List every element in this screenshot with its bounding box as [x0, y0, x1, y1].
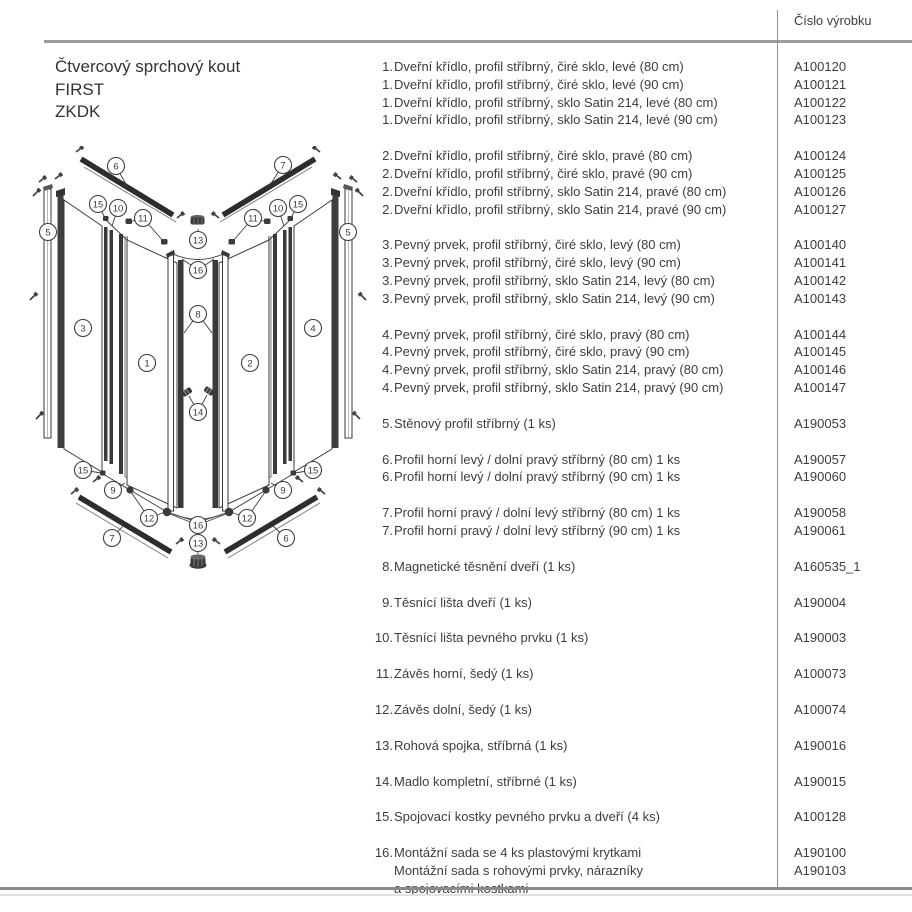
svg-text:7: 7 — [280, 160, 286, 172]
svg-text:5: 5 — [45, 227, 51, 239]
part-number: 16. — [374, 845, 393, 861]
part-number: 3. — [382, 272, 393, 288]
product-code: A100124 — [794, 148, 847, 164]
diagram-callout-15 — [290, 196, 307, 213]
product-code: A160535_1 — [794, 558, 861, 574]
part-description: Závěs dolní, šedý (1 ks) — [394, 701, 532, 717]
diagram-callout-15 — [90, 196, 107, 213]
part-number: 3. — [382, 290, 393, 306]
top-divider — [44, 40, 912, 43]
product-code: A100144 — [794, 326, 847, 342]
diagram-callout-15 — [75, 462, 92, 479]
bottom-divider — [0, 887, 912, 890]
parts-row — [374, 594, 906, 612]
svg-text:15: 15 — [292, 199, 304, 211]
corner-connector-top — [191, 215, 205, 225]
parts-row — [374, 183, 906, 201]
diagram-callout-11 — [245, 210, 262, 227]
parts-group — [374, 451, 906, 487]
product-code: A100146 — [794, 362, 847, 378]
part-number: 15. — [374, 809, 393, 825]
part-number: 11. — [375, 666, 393, 682]
parts-row — [374, 111, 906, 129]
diagram-callout-16 — [190, 517, 207, 534]
parts-group — [374, 236, 906, 307]
part-number: 9. — [382, 594, 393, 610]
parts-group — [374, 504, 906, 540]
part-description: Stěnový profil stříbrný (1 ks) — [394, 415, 556, 431]
part-number: 10. — [374, 630, 393, 646]
product-code: A190061 — [794, 522, 847, 538]
part-number: 7. — [382, 522, 393, 538]
diagram-callout-6 — [108, 158, 125, 175]
product-code: A100125 — [794, 165, 847, 181]
parts-row — [374, 361, 906, 379]
parts-group — [374, 629, 906, 647]
part-number: 2. — [382, 183, 393, 199]
svg-text:9: 9 — [280, 485, 286, 497]
parts-row — [374, 343, 906, 361]
diagram-callout-10 — [110, 200, 127, 217]
product-code: A100147 — [794, 379, 847, 395]
parts-row — [374, 522, 906, 540]
part-number: 4. — [382, 379, 393, 395]
svg-text:5: 5 — [345, 227, 351, 239]
diagram-callout-12 — [141, 510, 158, 527]
part-description: Těsnící lišta pevného prvku (1 ks) — [394, 630, 589, 646]
part-description: Dveřní křídlo, profil stříbrný, sklo Satin 214, levé (80 cm) — [394, 94, 718, 110]
part-description: Profil horní levý / dolní pravý stříbrný (80 cm) 1 ks — [394, 451, 681, 467]
svg-text:16: 16 — [192, 520, 204, 532]
product-code: A100122 — [794, 94, 847, 110]
part-description: Dveřní křídlo, profil stříbrný, čiré sklo, pravé (90 cm) — [394, 165, 693, 181]
part-number: 3. — [382, 237, 393, 253]
part-number: 3. — [382, 255, 393, 271]
svg-text:9: 9 — [110, 485, 116, 497]
part-description: Pevný prvek, profil stříbrný, sklo Satin 214, pravý (90 cm) — [394, 379, 724, 395]
bottom-divider-shadow — [0, 894, 912, 896]
parts-row — [374, 451, 906, 469]
wall-profile-left — [43, 184, 53, 438]
parts-group — [374, 701, 906, 719]
parts-row — [374, 773, 906, 791]
parts-row — [374, 94, 906, 112]
product-code: A190003 — [794, 630, 847, 646]
svg-text:6: 6 — [113, 161, 119, 173]
exploded-diagram — [28, 146, 372, 582]
part-description: Těsnící lišta dveří (1 ks) — [394, 594, 532, 610]
svg-text:14: 14 — [192, 407, 204, 419]
part-description: Závěs horní, šedý (1 ks) — [394, 666, 534, 682]
diagram-callout-9 — [105, 482, 122, 499]
parts-group — [374, 737, 906, 755]
part-number: 1. — [382, 94, 393, 110]
diagram-callout-4 — [305, 320, 322, 337]
product-code: A100140 — [794, 237, 847, 253]
product-number-column-header: Číslo výrobku — [794, 13, 872, 28]
svg-text:11: 11 — [138, 213, 148, 225]
part-description: Montážní sada s rohovými prvky, nárazníky — [394, 862, 644, 878]
part-description: Pevný prvek, profil stříbrný, sklo Satin 214, pravý (80 cm) — [394, 362, 724, 378]
product-code: A100127 — [794, 201, 847, 217]
parts-row — [374, 737, 906, 755]
diagram-callout-5 — [340, 224, 357, 241]
diagram-callout-16 — [190, 262, 207, 279]
svg-text:10: 10 — [112, 203, 124, 215]
product-code: A100120 — [794, 59, 847, 74]
part-number: 1. — [382, 59, 393, 74]
part-number: 1. — [382, 112, 393, 128]
parts-group — [374, 415, 906, 433]
part-description: Madlo kompletní, stříbrné (1 ks) — [394, 773, 577, 789]
diagram-callout-9 — [275, 482, 292, 499]
part-description: Pevný prvek, profil stříbrný, čiré sklo, levý (80 cm) — [394, 237, 681, 253]
product-code: A190057 — [794, 451, 847, 467]
diagram-callout-8 — [190, 306, 207, 323]
svg-text:3: 3 — [80, 323, 86, 335]
product-code: A190103 — [794, 862, 847, 878]
svg-text:13: 13 — [192, 538, 204, 550]
part-description: Pevný prvek, profil stříbrný, sklo Satin 214, levý (80 cm) — [394, 272, 715, 288]
part-description: Profil horní levý / dolní pravý stříbrný (90 cm) 1 ks — [394, 469, 681, 485]
product-code: A100126 — [794, 183, 847, 199]
diagram-callout-6 — [278, 530, 295, 547]
part-number: 2. — [382, 201, 393, 217]
parts-row — [374, 76, 906, 94]
wall-profile-right — [343, 184, 353, 438]
part-description: Magnetické těsnění dveří (1 ks) — [394, 558, 576, 574]
parts-row — [374, 701, 906, 719]
part-description: Rohová spojka, stříbrná (1 ks) — [394, 737, 568, 753]
parts-row — [374, 629, 906, 647]
parts-row — [374, 236, 906, 254]
svg-text:2: 2 — [247, 358, 253, 370]
title-line-model: ZKDK — [55, 102, 101, 121]
svg-text:8: 8 — [195, 309, 201, 321]
part-number: 12. — [374, 701, 393, 717]
part-number: 6. — [382, 469, 393, 485]
parts-row — [374, 504, 906, 522]
part-number: 6. — [382, 451, 393, 467]
part-description: Spojovací kostky pevného prvku a dveří (4 ks) — [394, 809, 660, 825]
part-number: 4. — [382, 344, 393, 360]
part-number: 1. — [382, 76, 393, 92]
part-number: 5. — [382, 415, 393, 431]
part-description: Dveřní křídlo, profil stříbrný, sklo Satin 214, levé (90 cm) — [394, 112, 718, 128]
part-number: 2. — [382, 165, 393, 181]
svg-text:12: 12 — [241, 513, 253, 525]
parts-row — [374, 415, 906, 433]
product-code: A100074 — [794, 701, 847, 717]
product-code: A100121 — [794, 76, 847, 92]
part-description: Dveřní křídlo, profil stříbrný, sklo Satin 214, pravé (80 cm) — [394, 183, 727, 199]
svg-text:1: 1 — [144, 358, 150, 370]
product-code: A100143 — [794, 290, 847, 306]
product-code: A190053 — [794, 415, 847, 431]
svg-text:10: 10 — [272, 203, 284, 215]
part-number: 7. — [382, 505, 393, 521]
parts-row — [374, 165, 906, 183]
product-code: A100145 — [794, 344, 847, 360]
corner-foot-bottom — [190, 554, 207, 568]
product-code: A190060 — [794, 469, 847, 485]
column-divider — [777, 10, 778, 890]
product-code: A100141 — [794, 255, 847, 271]
svg-text:11: 11 — [248, 213, 258, 225]
svg-text:6: 6 — [283, 533, 289, 545]
parts-row — [374, 844, 906, 862]
product-code: A100073 — [794, 666, 847, 682]
product-code: A190058 — [794, 505, 847, 521]
part-description: Pevný prvek, profil stříbrný, čiré sklo, pravý (90 cm) — [394, 344, 690, 360]
parts-row — [374, 254, 906, 272]
svg-text:15: 15 — [77, 465, 89, 477]
parts-row — [374, 147, 906, 165]
part-description: Dveřní křídlo, profil stříbrný, čiré sklo, pravé (80 cm) — [394, 148, 693, 164]
parts-group — [374, 147, 906, 218]
diagram-callout-7 — [104, 530, 121, 547]
part-description: Dveřní křídlo, profil stříbrný, čiré sklo, levé (80 cm) — [394, 59, 684, 74]
parts-row — [374, 290, 906, 308]
svg-text:7: 7 — [109, 533, 115, 545]
diagram-callout-5 — [40, 224, 57, 241]
parts-row — [374, 862, 906, 880]
diagram-callout-3 — [75, 320, 92, 337]
parts-row — [374, 379, 906, 397]
svg-text:15: 15 — [92, 199, 104, 211]
part-number: 8. — [382, 558, 393, 574]
product-code: A190016 — [794, 737, 847, 753]
diagram-callout-1 — [139, 355, 156, 372]
part-number: 14. — [374, 773, 393, 789]
diagram-callout-2 — [242, 355, 259, 372]
parts-row — [374, 468, 906, 486]
handle-parts — [181, 386, 215, 398]
corner-curve-top — [171, 253, 226, 260]
part-description: Pevný prvek, profil stříbrný, sklo Satin 214, levý (90 cm) — [394, 290, 715, 306]
part-description: Dveřní křídlo, profil stříbrný, čiré sklo, levé (90 cm) — [394, 76, 684, 92]
product-code: A100123 — [794, 112, 847, 128]
parts-row — [374, 665, 906, 683]
product-code: A190100 — [794, 845, 847, 861]
svg-text:4: 4 — [310, 323, 316, 335]
product-code: A100128 — [794, 809, 847, 825]
title-line-product: Čtvercový sprchový kout — [55, 57, 241, 76]
parts-list — [374, 58, 906, 912]
parts-row — [374, 272, 906, 290]
part-number: 4. — [382, 326, 393, 342]
parts-group — [374, 58, 906, 129]
part-description: Pevný prvek, profil stříbrný, čiré sklo, pravý (80 cm) — [394, 326, 690, 342]
diagram-callout-11 — [135, 210, 152, 227]
parts-row — [374, 808, 906, 826]
parts-group — [374, 594, 906, 612]
title-line-series: FIRST — [55, 79, 105, 99]
diagram-callout-12 — [239, 510, 256, 527]
parts-group — [374, 326, 906, 397]
part-number: 4. — [382, 362, 393, 378]
parts-row — [374, 326, 906, 344]
part-description: Montážní sada se 4 ks plastovými krytkami — [394, 845, 642, 861]
diagram-callout-14 — [190, 404, 207, 421]
parts-row — [374, 201, 906, 219]
parts-group — [374, 773, 906, 791]
parts-group — [374, 558, 906, 576]
parts-group — [374, 808, 906, 826]
parts-group — [374, 665, 906, 683]
diagram-callout-15 — [305, 462, 322, 479]
svg-text:12: 12 — [143, 513, 155, 525]
svg-text:15: 15 — [307, 465, 319, 477]
page-title — [55, 56, 240, 124]
diagram-callout-13 — [190, 232, 207, 249]
product-code: A190015 — [794, 773, 847, 789]
product-code: A190004 — [794, 594, 847, 610]
parts-row — [374, 58, 906, 76]
product-code: A100142 — [794, 272, 847, 288]
part-description: Profil horní pravý / dolní levý stříbrný (90 cm) 1 ks — [394, 522, 681, 538]
part-description: Profil horní pravý / dolní levý stříbrný (80 cm) 1 ks — [394, 505, 681, 521]
svg-text:13: 13 — [192, 235, 204, 247]
diagram-callout-13 — [190, 535, 207, 552]
part-description: Pevný prvek, profil stříbrný, čiré sklo, levý (90 cm) — [394, 255, 681, 271]
diagram-callout-7 — [275, 157, 292, 174]
diagram-callout-10 — [270, 200, 287, 217]
part-description: Dveřní křídlo, profil stříbrný, sklo Satin 214, pravé (90 cm) — [394, 201, 727, 217]
parts-row — [374, 558, 906, 576]
part-number: 13. — [374, 737, 393, 753]
svg-text:16: 16 — [192, 265, 204, 277]
part-number: 2. — [382, 148, 393, 164]
